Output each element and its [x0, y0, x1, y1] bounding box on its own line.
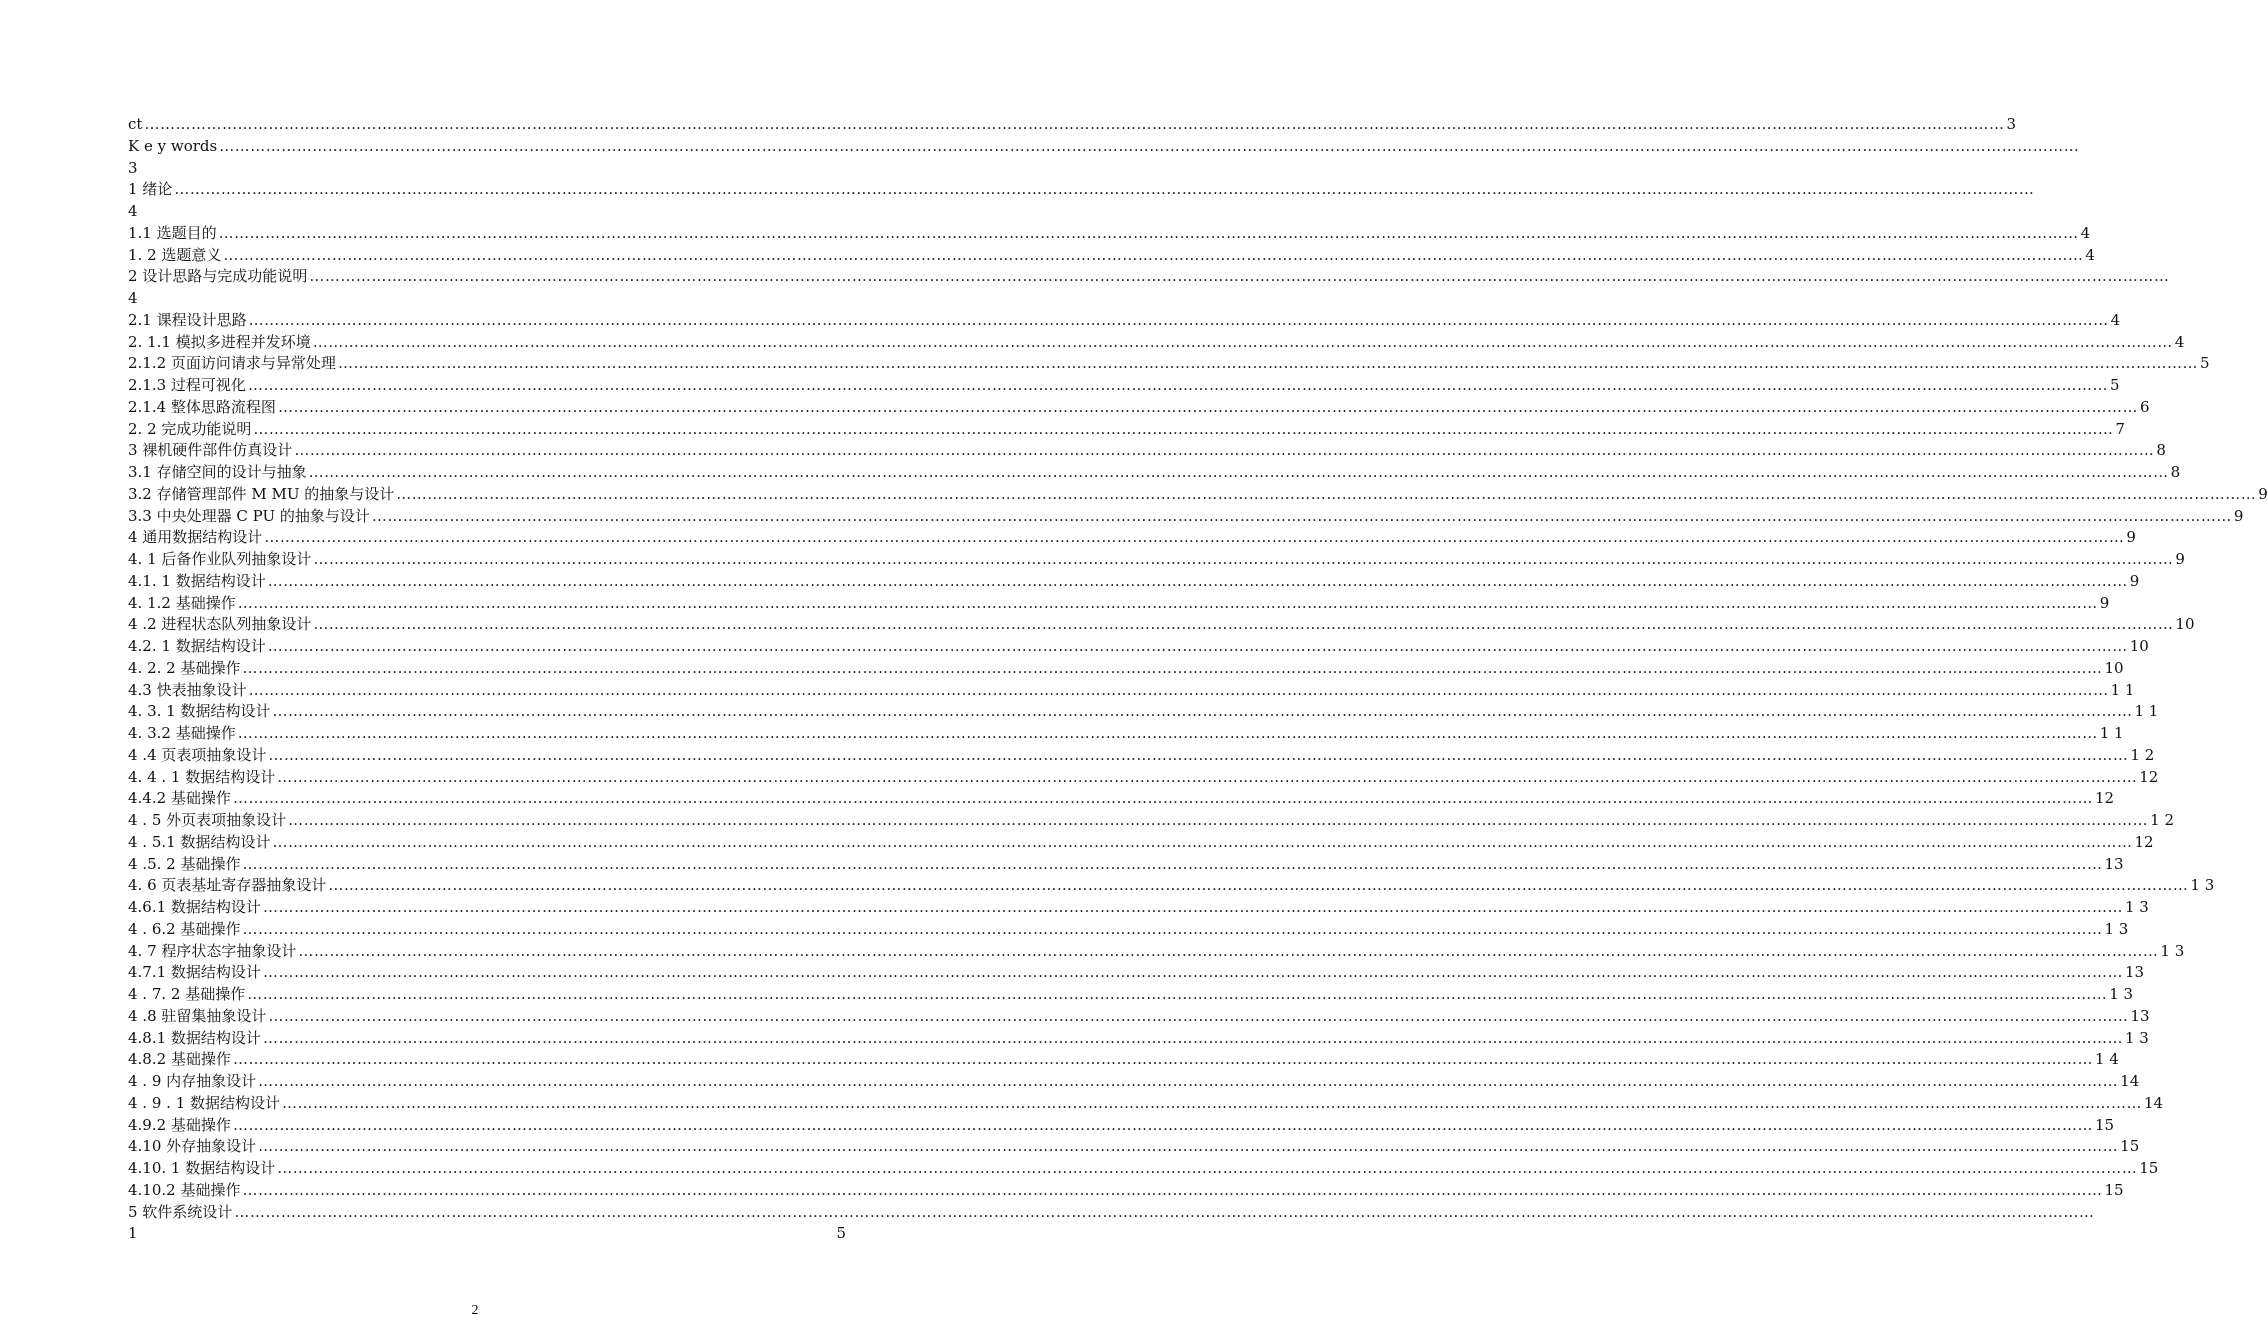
- toc-entry-title: 4 . 7. 2 基础操作: [128, 985, 246, 1003]
- dot-leader: ………………………………………………………………………………………………………………………………………………………………………………………………………………………………………………………………………………………………………………………………: [267, 637, 2128, 655]
- dot-leader: ………………………………………………………………………………………………………………………………………………………………………………………………………………………………………………………………………………………………………………………………: [223, 245, 2084, 264]
- toc-entry[interactable]: [128, 919, 2129, 941]
- toc-entry-title: ct: [128, 115, 143, 133]
- toc-entry[interactable]: [128, 897, 2149, 919]
- toc-entry-page: 10: [2104, 658, 2124, 677]
- toc-entry[interactable]: [128, 462, 2181, 484]
- dot-leader: ………………………………………………………………………………………………………………………………………………………………………………………………………………………………………………………………………………………………………………………………: [371, 506, 2232, 525]
- dot-leader: ………………………………………………………………………………………………………………………………………………………………………………………………………………………………………………………………………………………………………………………………: [237, 724, 2098, 742]
- wrapped-page-digit: 5: [836, 1224, 846, 1243]
- toc-entry-page: 5: [2199, 354, 2210, 373]
- toc-entry-page: 9: [2258, 484, 2268, 503]
- toc-entry-page: 4: [2085, 245, 2095, 264]
- toc-entry-title: 3.3 中央处理器 C PU 的抽象与设计: [128, 506, 370, 525]
- toc-entry[interactable]: [128, 658, 2124, 680]
- dot-leader: ………………………………………………………………………………………………………………………………………………………………………………………………………………………………………………………………………………………………………………………………: [262, 898, 2123, 916]
- toc-entry-title: 4.3 快表抽象设计: [128, 680, 247, 699]
- dot-leader: ………………………………………………………………………………………………………………………………………………………………………………………………………………………………………………………………………………………………………………………………: [258, 1137, 2119, 1156]
- table-of-contents: [128, 114, 2268, 1245]
- dot-leader: ………………………………………………………………………………………………………………………………………………………………………………………………………………………………………………………………………………………………………………………………: [337, 354, 2198, 373]
- toc-entry[interactable]: [128, 310, 2121, 332]
- dot-leader: ………………………………………………………………………………………………………………………………………………………………………………………………………………………………………………………………………………………………………………………………: [267, 571, 2128, 590]
- toc-entry[interactable]: [128, 962, 2145, 984]
- toc-entry-page: 8: [2156, 441, 2166, 460]
- toc-entry-page: 4: [2110, 310, 2121, 329]
- toc-entry-page: 9: [2129, 571, 2140, 590]
- toc-entry-title: 4 . 5 外页表项抽象设计: [128, 811, 287, 829]
- toc-entry-page: 1 3: [2124, 898, 2149, 916]
- toc-entry-title: 2.1.4 整体思路流程图: [128, 397, 276, 416]
- dot-leader: ………………………………………………………………………………………………………………………………………………………………………………………………………………………………………………………………………………………………………………………………: [242, 854, 2103, 873]
- dot-leader: ………………………………………………………………………………………………………………………………………………………………………………………………………………………………………………………………………………………………………………………………: [288, 811, 2149, 829]
- dot-leader: ………………………………………………………………………………………………………………………………………………………………………………………………………………………………………………………………………………………………………………………………: [264, 528, 2125, 547]
- toc-entry-title: 4.2. 1 数据结构设计: [128, 637, 266, 655]
- toc-entry[interactable]: [128, 179, 2035, 201]
- toc-entry[interactable]: [128, 854, 2124, 876]
- toc-entry[interactable]: [128, 593, 2110, 615]
- dot-leader: ………………………………………………………………………………………………………………………………………………………………………………………………………………………………………………………………………………………………………………………………: [232, 1050, 2093, 1069]
- toc-entry-title: 2. 1.1 模拟多进程并发环境: [128, 332, 311, 351]
- toc-entry[interactable]: [128, 114, 2016, 136]
- toc-entry-title: 4.10 外存抽象设计: [128, 1137, 257, 1156]
- dot-leader: ………………………………………………………………………………………………………………………………………………………………………………………………………………………………………………………………………………………………………………………………: [253, 419, 2114, 438]
- toc-entry[interactable]: [128, 614, 2195, 636]
- toc-entry-page: 1 2: [2150, 811, 2175, 829]
- dot-leader: ………………………………………………………………………………………………………………………………………………………………………………………………………………………………………………………………………………………………………………………………: [219, 136, 2080, 155]
- toc-entry-page: 1 3: [2104, 919, 2129, 938]
- page-number: 2: [471, 1303, 479, 1318]
- toc-entry-page: 8: [2170, 463, 2181, 481]
- toc-entry[interactable]: [128, 941, 2185, 963]
- dot-leader: ………………………………………………………………………………………………………………………………………………………………………………………………………………………………………………………………………………………………………………………………: [282, 1093, 2143, 1112]
- dot-leader: ………………………………………………………………………………………………………………………………………………………………………………………………………………………………………………………………………………………………………………………………: [268, 745, 2129, 764]
- toc-entry[interactable]: [128, 832, 2154, 854]
- toc-entry[interactable]: [128, 527, 2136, 549]
- toc-entry-page: 1 3: [2109, 985, 2134, 1003]
- toc-entry-title: 4. 3. 1 数据结构设计: [128, 702, 271, 721]
- dot-leader: ………………………………………………………………………………………………………………………………………………………………………………………………………………………………………………………………………………………………………………………………: [277, 1159, 2138, 1177]
- dot-leader: ………………………………………………………………………………………………………………………………………………………………………………………………………………………………………………………………………………………………………………………………: [396, 484, 2257, 503]
- toc-entry[interactable]: [128, 419, 2125, 441]
- toc-entry[interactable]: [128, 266, 2170, 288]
- toc-entry[interactable]: [128, 549, 2185, 571]
- dot-leader: ………………………………………………………………………………………………………………………………………………………………………………………………………………………………………………………………………………………………………………………………: [258, 1072, 2119, 1090]
- toc-entry[interactable]: [128, 1049, 2119, 1071]
- toc-entry[interactable]: [128, 332, 2185, 354]
- toc-entry-page: 9: [2099, 593, 2110, 612]
- toc-entry[interactable]: [128, 1136, 2140, 1158]
- toc-entry-title: 2.1.3 过程可视化: [128, 376, 246, 394]
- toc-entry-title: 4.7.1 数据结构设计: [128, 963, 261, 982]
- toc-entry[interactable]: [128, 1158, 2159, 1180]
- toc-entry-page: 1 3: [2190, 876, 2215, 895]
- toc-entry[interactable]: [128, 353, 2210, 375]
- toc-entry-page: 7: [2115, 419, 2125, 438]
- toc-entry[interactable]: [128, 1202, 2095, 1224]
- dot-leader: ………………………………………………………………………………………………………………………………………………………………………………………………………………………………………………………………………………………………………………………………: [313, 550, 2174, 568]
- toc-entry[interactable]: [128, 875, 2215, 897]
- toc-entry-wrapped-page: [128, 201, 846, 223]
- toc-entry[interactable]: [128, 701, 2159, 723]
- toc-entry-title: 4.6.1 数据结构设计: [128, 898, 261, 916]
- toc-entry-page: 9: [2126, 528, 2136, 547]
- toc-entry[interactable]: [128, 484, 2268, 506]
- toc-entry-title: 2.1 课程设计思路: [128, 310, 247, 329]
- toc-entry-title: K e y words: [128, 136, 218, 155]
- toc-entry-title: 4 .4 页表项抽象设计: [128, 745, 267, 764]
- dot-leader: ………………………………………………………………………………………………………………………………………………………………………………………………………………………………………………………………………………………………………………………………: [248, 680, 2109, 699]
- toc-entry[interactable]: [128, 397, 2150, 419]
- toc-entry-page: 13: [2130, 1006, 2150, 1025]
- wrapped-page-digit: 1: [128, 1224, 138, 1243]
- toc-entry[interactable]: [128, 223, 2091, 245]
- toc-entry-page: 4: [2080, 223, 2091, 242]
- toc-entry[interactable]: [128, 636, 2149, 658]
- toc-entry-title: 4. 1 后备作业队列抽象设计: [128, 550, 312, 568]
- toc-entry[interactable]: [128, 571, 2140, 593]
- toc-entry-title: 2.1.2 页面访问请求与异常处理: [128, 354, 336, 373]
- toc-entry-title: 4 . 9 内存抽象设计: [128, 1072, 257, 1090]
- toc-entry-title: 4 . 6.2 基础操作: [128, 919, 241, 938]
- toc-entry-title: 4.9.2 基础操作: [128, 1115, 231, 1134]
- toc-entry-title: 4. 3.2 基础操作: [128, 724, 236, 742]
- toc-entry-title: 2. 2 完成功能说明: [128, 419, 252, 438]
- dot-leader: ………………………………………………………………………………………………………………………………………………………………………………………………………………………………………………………………………………………………………………………………: [174, 180, 2035, 199]
- toc-entry-title: 3.2 存储管理部件 M MU 的抽象与设计: [128, 484, 395, 503]
- toc-entry-title: 1 绪论: [128, 180, 173, 199]
- toc-entry-title: 4.1. 1 数据结构设计: [128, 571, 266, 590]
- toc-entry-title: 4.4.2 基础操作: [128, 789, 231, 808]
- toc-entry-page: 10: [2129, 637, 2149, 655]
- dot-leader: ………………………………………………………………………………………………………………………………………………………………………………………………………………………………………………………………………………………………………………………………: [272, 832, 2133, 851]
- toc-entry[interactable]: [128, 1115, 2115, 1137]
- dot-leader: ………………………………………………………………………………………………………………………………………………………………………………………………………………………………………………………………………………………………………………………………: [268, 1006, 2129, 1025]
- toc-entry[interactable]: [128, 1006, 2150, 1028]
- toc-entry-page: 1 2: [2130, 745, 2155, 764]
- dot-leader: ………………………………………………………………………………………………………………………………………………………………………………………………………………………………………………………………………………………………………………………………: [262, 1028, 2123, 1047]
- toc-entry-page: 9: [2233, 506, 2244, 525]
- toc-entry-title: 4 .2 进程状态队列抽象设计: [128, 615, 312, 634]
- toc-entry-title: 4 .5. 2 基础操作: [128, 854, 241, 873]
- toc-entry-title: 4.8.2 基础操作: [128, 1050, 231, 1069]
- toc-entry-title: 2 设计思路与完成功能说明: [128, 267, 308, 286]
- toc-entry-wrapped-page: [128, 288, 846, 310]
- toc-entry[interactable]: [128, 375, 2120, 397]
- toc-entry[interactable]: [128, 1028, 2149, 1050]
- toc-entry-page: 1 1: [2134, 702, 2159, 721]
- toc-entry-title: 1.1 选题目的: [128, 223, 217, 242]
- toc-entry-page: 1 3: [2124, 1028, 2149, 1047]
- toc-entry-page: 12: [2094, 789, 2115, 808]
- toc-entry-page: 1 1: [2099, 724, 2124, 742]
- dot-leader: ………………………………………………………………………………………………………………………………………………………………………………………………………………………………………………………………………………………………………………………………: [272, 702, 2133, 721]
- wrapped-page-digit: 3: [128, 158, 138, 177]
- toc-entry-page: 15: [2120, 1137, 2140, 1156]
- toc-entry-title: 5 软件系统设计: [128, 1202, 233, 1221]
- toc-entry-title: 4.10. 1 数据结构设计: [128, 1159, 276, 1177]
- toc-entry-wrapped-page: [128, 158, 846, 180]
- toc-entry-page: 1 1: [2110, 680, 2135, 699]
- toc-entry[interactable]: [128, 723, 2124, 745]
- toc-entry-title: 4 . 9 . 1 数据结构设计: [128, 1093, 281, 1112]
- dot-leader: ………………………………………………………………………………………………………………………………………………………………………………………………………………………………………………………………………………………………………………………………: [248, 310, 2109, 329]
- toc-entry-page: 12: [2134, 832, 2154, 851]
- toc-entry-page: 15: [2139, 1159, 2159, 1177]
- toc-entry-title: 4 .8 驻留集抽象设计: [128, 1006, 267, 1025]
- toc-entry-title: 4 . 5.1 数据结构设计: [128, 832, 271, 851]
- toc-entry[interactable]: [128, 767, 2159, 789]
- toc-entry-title: 4 通用数据结构设计: [128, 528, 263, 547]
- toc-entry-page: 15: [2104, 1180, 2124, 1199]
- toc-entry-page: 3: [2006, 115, 2016, 133]
- dot-leader: ………………………………………………………………………………………………………………………………………………………………………………………………………………………………………………………………………………………………………………………………: [237, 593, 2098, 612]
- dot-leader: ………………………………………………………………………………………………………………………………………………………………………………………………………………………………………………………………………………………………………………………………: [247, 376, 2108, 394]
- wrapped-page-digit: 4: [128, 289, 138, 307]
- toc-entry-title: 4. 6 页表基址寄存器抽象设计: [128, 876, 327, 895]
- dot-leader: ………………………………………………………………………………………………………………………………………………………………………………………………………………………………………………………………………………………………………………………………: [308, 463, 2169, 481]
- toc-entry-title: 4.10.2 基础操作: [128, 1180, 241, 1199]
- toc-entry-title: 1. 2 选题意义: [128, 245, 222, 264]
- toc-entry[interactable]: [128, 1180, 2124, 1202]
- toc-entry[interactable]: [128, 1093, 2164, 1115]
- dot-leader: ………………………………………………………………………………………………………………………………………………………………………………………………………………………………………………………………………………………………………………………………: [277, 767, 2138, 786]
- toc-entry-page: 10: [2175, 615, 2195, 634]
- wrapped-page-digit: 4: [128, 202, 138, 220]
- dot-leader: ………………………………………………………………………………………………………………………………………………………………………………………………………………………………………………………………………………………………………………………………: [328, 876, 2189, 895]
- dot-leader: ………………………………………………………………………………………………………………………………………………………………………………………………………………………………………………………………………………………………………………………………: [313, 615, 2174, 634]
- toc-entry-page: 1 4: [2094, 1050, 2119, 1069]
- toc-entry[interactable]: [128, 245, 2095, 267]
- dot-leader: ………………………………………………………………………………………………………………………………………………………………………………………………………………………………………………………………………………………………………………………………: [234, 1202, 2095, 1221]
- dot-leader: ………………………………………………………………………………………………………………………………………………………………………………………………………………………………………………………………………………………………………………………………: [298, 941, 2159, 960]
- toc-entry[interactable]: [128, 984, 2134, 1006]
- dot-leader: ………………………………………………………………………………………………………………………………………………………………………………………………………………………………………………………………………………………………………………………………: [247, 985, 2108, 1003]
- dot-leader: ………………………………………………………………………………………………………………………………………………………………………………………………………………………………………………………………………………………………………………………………: [312, 332, 2173, 351]
- dot-leader: ………………………………………………………………………………………………………………………………………………………………………………………………………………………………………………………………………………………………………………………………: [218, 223, 2079, 242]
- toc-entry-page: 13: [2124, 963, 2145, 982]
- toc-entry-page: 14: [2120, 1072, 2140, 1090]
- toc-entry-title: 4. 2. 2 基础操作: [128, 658, 241, 677]
- toc-entry-title: 4. 4 . 1 数据结构设计: [128, 767, 276, 786]
- dot-leader: ………………………………………………………………………………………………………………………………………………………………………………………………………………………………………………………………………………………………………………………………: [232, 789, 2093, 808]
- toc-entry-wrapped-page: [128, 1223, 846, 1245]
- dot-leader: ………………………………………………………………………………………………………………………………………………………………………………………………………………………………………………………………………………………………………………………………: [262, 963, 2123, 982]
- toc-entry[interactable]: [128, 136, 2080, 158]
- toc-entry[interactable]: [128, 440, 2166, 462]
- toc-entry[interactable]: [128, 788, 2115, 810]
- dot-leader: ………………………………………………………………………………………………………………………………………………………………………………………………………………………………………………………………………………………………………………………………: [294, 441, 2155, 460]
- toc-entry[interactable]: [128, 810, 2175, 832]
- toc-entry[interactable]: [128, 1071, 2140, 1093]
- toc-entry-title: 4. 7 程序状态字抽象设计: [128, 941, 297, 960]
- dot-leader: ………………………………………………………………………………………………………………………………………………………………………………………………………………………………………………………………………………………………………………………………: [242, 919, 2103, 938]
- toc-entry-page: 6: [2139, 397, 2150, 416]
- dot-leader: ………………………………………………………………………………………………………………………………………………………………………………………………………………………………………………………………………………………………………………………………: [242, 658, 2103, 677]
- toc-entry-page: 5: [2109, 376, 2120, 394]
- dot-leader: ………………………………………………………………………………………………………………………………………………………………………………………………………………………………………………………………………………………………………………………………: [277, 397, 2138, 416]
- toc-entry-page: 1 3: [2160, 941, 2185, 960]
- toc-entry-title: 3.1 存储空间的设计与抽象: [128, 463, 307, 481]
- toc-entry[interactable]: [128, 745, 2155, 767]
- dot-leader: ………………………………………………………………………………………………………………………………………………………………………………………………………………………………………………………………………………………………………………………………: [144, 115, 2005, 133]
- toc-entry[interactable]: [128, 506, 2244, 528]
- dot-leader: ………………………………………………………………………………………………………………………………………………………………………………………………………………………………………………………………………………………………………………………………: [242, 1180, 2103, 1199]
- dot-leader: ………………………………………………………………………………………………………………………………………………………………………………………………………………………………………………………………………………………………………………………………: [232, 1115, 2093, 1134]
- toc-entry[interactable]: [128, 680, 2135, 702]
- toc-entry-page: 12: [2139, 767, 2159, 786]
- toc-entry-page: 13: [2104, 854, 2124, 873]
- toc-entry-page: 9: [2175, 550, 2185, 568]
- dot-leader: ………………………………………………………………………………………………………………………………………………………………………………………………………………………………………………………………………………………………………………………………: [309, 267, 2170, 286]
- toc-entry-title: 3 裸机硬件部件仿真设计: [128, 441, 293, 460]
- toc-entry-page: 4: [2174, 332, 2185, 351]
- toc-entry-title: 4.8.1 数据结构设计: [128, 1028, 261, 1047]
- toc-entry-page: 14: [2144, 1093, 2164, 1112]
- toc-entry-page: 15: [2094, 1115, 2115, 1134]
- toc-entry-title: 4. 1.2 基础操作: [128, 593, 236, 612]
